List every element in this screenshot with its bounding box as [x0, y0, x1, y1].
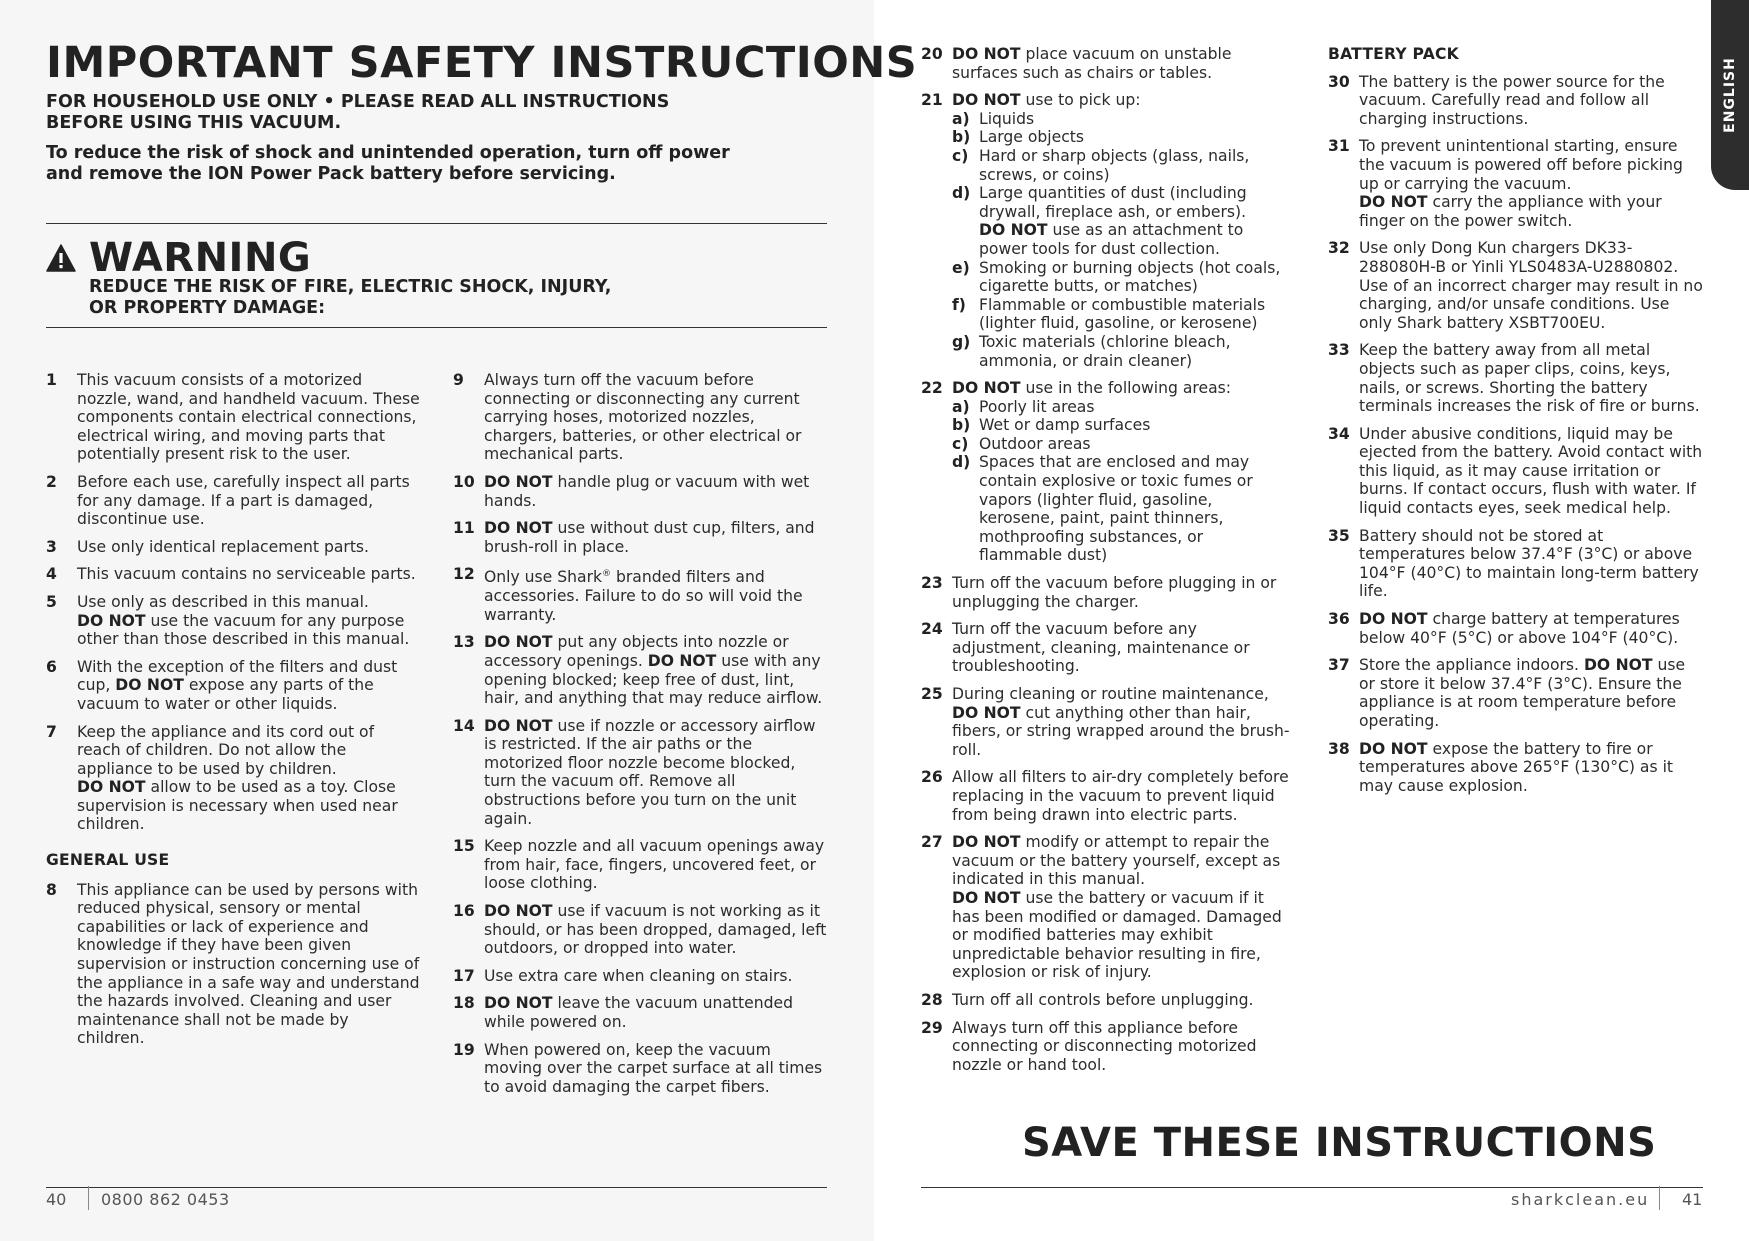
- list-item: [453, 837, 828, 893]
- item-number: 13: [453, 633, 475, 652]
- do-not-label: DO NOT: [1359, 739, 1428, 758]
- item-text: [77, 723, 421, 835]
- do-not-label: DO NOT: [1359, 193, 1428, 212]
- list-item: [1328, 740, 1703, 796]
- list-item: [453, 1041, 828, 1097]
- do-not-label: DO NOT: [952, 91, 1021, 110]
- sub-item-text: Smoking or burning objects (hot coals, cigarette butts, or matches): [979, 258, 1281, 296]
- do-not-label: DO NOT: [484, 994, 553, 1013]
- item-text: [952, 685, 1291, 759]
- item-text-part: leave the vacuum unattended while powered on.: [484, 994, 794, 1031]
- item-number: 27: [921, 833, 943, 852]
- do-not-label: DO NOT: [77, 778, 146, 797]
- item-number: 12: [453, 565, 475, 584]
- sub-item: [952, 184, 1291, 258]
- list-item: [453, 967, 828, 986]
- website-link[interactable]: sharkclean.eu: [1511, 1190, 1650, 1209]
- item-text: [952, 833, 1291, 982]
- list-item: [46, 473, 421, 529]
- list-item: [1328, 73, 1703, 129]
- column-3: [921, 45, 1291, 1083]
- list-item: [921, 574, 1291, 611]
- item-number: 35: [1328, 526, 1350, 545]
- sub-item: [952, 259, 1291, 296]
- warning-triangle-icon: [46, 244, 76, 272]
- sub-item-text: Toxic materials (chlorine bleach, ammonia, or drain cleaner): [979, 332, 1231, 370]
- sub-item: [952, 435, 1291, 454]
- do-not-label: DO NOT: [952, 833, 1021, 852]
- item-text-part: Only use Shark: [484, 568, 603, 587]
- item-text: Use extra care when cleaning on stairs.: [484, 966, 793, 985]
- item-number: 8: [46, 880, 57, 899]
- item-text: Use only identical replacement parts.: [77, 537, 370, 556]
- sub-item: [952, 147, 1291, 184]
- item-number: 16: [453, 902, 475, 921]
- item-text-part: modify or attempt to repair the vacuum or the battery yourself, except as indicated in this manual.: [952, 833, 1281, 889]
- item-number: 31: [1328, 137, 1350, 156]
- item-text: [484, 519, 828, 556]
- list-item: [46, 881, 421, 1048]
- item-number: 21: [921, 91, 943, 110]
- list-item: [453, 473, 828, 510]
- column-2: [453, 371, 828, 1105]
- battery-pack-heading: BATTERY PACK: [1328, 45, 1459, 63]
- item-text: Keep the battery away from all metal objects such as paper clips, coins, keys, nails, or screws. Shorting the battery terminals increases the risk of fire or burns.: [1359, 341, 1700, 416]
- list-item: [453, 717, 828, 829]
- sub-item-letter: d): [952, 453, 971, 472]
- sub-item-text: [979, 184, 1291, 258]
- item-text: Keep nozzle and all vacuum openings away from hair, face, fingers, uncovered feet, or loose clothing.: [484, 837, 825, 893]
- sub-item-text: Liquids: [979, 109, 1035, 128]
- item-text-part: expose any parts of the vacuum to water or other liquids.: [77, 676, 374, 713]
- item-text-part: expose the battery to fire or temperatures above 265°F (130°C) as it may cause explosion.: [1359, 739, 1674, 795]
- general-use-heading: GENERAL USE: [46, 851, 170, 870]
- list-item: [921, 45, 1291, 82]
- footer-separator: [88, 1186, 89, 1210]
- item-text: [1359, 610, 1703, 647]
- item-text-part: use if vacuum is not working as it should, or has been dropped, damaged, left outdoors, or dropped into water.: [484, 902, 827, 958]
- do-not-label: DO NOT: [952, 703, 1021, 722]
- list-item: [921, 685, 1291, 759]
- sub-item-letter: d): [952, 184, 971, 203]
- item-text: [484, 717, 828, 829]
- item-text-part: use if nozzle or accessory airflow is restricted. If the air paths or the motorized floor nozzle become blocked, turn the vacuum off. Remove all obstructions before you turn on the unit again.: [484, 716, 816, 828]
- do-not-label: DO NOT: [484, 472, 553, 491]
- item-text: [952, 379, 1291, 565]
- sub-item: [952, 398, 1291, 417]
- language-tab-label: [1711, 0, 1749, 190]
- do-not-label: DO NOT: [115, 676, 184, 695]
- registered-mark: ®: [602, 569, 612, 580]
- item-number: 32: [1328, 239, 1350, 258]
- left-page-number: 40: [46, 1190, 67, 1209]
- item-text: Under abusive conditions, liquid may be ejected from the battery. Avoid contact with this liquid, as it may cause irritation or burns. If contact occurs, flush with water. If liquid contacts eyes, seek medical help.: [1359, 424, 1703, 518]
- item-number: 38: [1328, 739, 1350, 758]
- item-number: 19: [453, 1040, 475, 1059]
- item-number: 7: [46, 722, 57, 741]
- item-text: [484, 473, 828, 510]
- item-text: [484, 565, 828, 624]
- item-text-part: use without dust cup, filters, and brush-roll in place.: [484, 519, 815, 556]
- list-item: [46, 538, 421, 557]
- list-item: [921, 1019, 1291, 1075]
- item-text: [484, 902, 828, 958]
- list-item: [46, 565, 421, 584]
- item-text-part: With the exception of the filters and dust cup,: [77, 657, 398, 695]
- divider-footer-right: [921, 1187, 1703, 1188]
- sub-item: [952, 416, 1291, 435]
- do-not-label: DO NOT: [952, 45, 1021, 63]
- sub-item-text: Poorly lit areas: [979, 397, 1095, 416]
- warning-text: REDUCE THE RISK OF FIRE, ELECTRIC SHOCK, INJURY, OR PROPERTY DAMAGE:: [89, 277, 612, 318]
- sub-item-letter: b): [952, 128, 971, 147]
- sub-item-letter: f): [952, 295, 966, 314]
- item-text: When powered on, keep the vacuum moving over the carpet surface at all times to avoid damaging the carpet fibers.: [484, 1040, 823, 1096]
- item-text: Turn off the vacuum before any adjustment, cleaning, maintenance or troubleshooting.: [952, 620, 1250, 676]
- column-4: [1328, 45, 1703, 804]
- item-text: Turn off all controls before unplugging.: [952, 990, 1254, 1009]
- item-text: Turn off the vacuum before plugging in or unplugging the charger.: [952, 574, 1277, 611]
- item-text: [1359, 137, 1703, 230]
- sub-item: [952, 128, 1291, 147]
- item-text: [1359, 740, 1703, 796]
- list-item: [921, 620, 1291, 676]
- do-not-label: DO NOT: [484, 633, 553, 652]
- item-text-part: Keep the appliance and its cord out of reach of children. Do not allow the appliance to be used by children.: [77, 722, 375, 778]
- do-not-label: DO NOT: [484, 716, 553, 735]
- sub-item-letter: a): [952, 397, 970, 416]
- divider-footer-left: [46, 1187, 827, 1188]
- do-not-label: DO NOT: [1359, 610, 1428, 629]
- list-item: [46, 658, 421, 714]
- divider-warning: [46, 327, 827, 328]
- list-item: [46, 371, 421, 464]
- item-text: [484, 994, 828, 1031]
- do-not-label: DO NOT: [484, 519, 553, 538]
- item-text: Always turn off the vacuum before connecting or disconnecting any current carrying hoses, motorized nozzles, chargers, batteries, or other electrical or mechanical parts.: [484, 371, 802, 464]
- do-not-label: DO NOT: [952, 379, 1021, 398]
- sub-item-letter: c): [952, 434, 969, 453]
- item-number: 20: [921, 45, 943, 63]
- sub-item-letter: c): [952, 146, 969, 165]
- list-item: [921, 379, 1291, 565]
- item-number: 24: [921, 620, 943, 639]
- sub-item: [952, 333, 1291, 370]
- item-text: This appliance can be used by persons with reduced physical, sensory or mental capabilities or lack of experience and knowledge if they have been given supervision or instruction concerning use of the appliance in a safe way and understand the hazards involved. Cleaning and user maintenance shall not be made by children.: [77, 880, 420, 1048]
- item-text-part: carry the appliance with your finger on the power switch.: [1359, 193, 1662, 230]
- item-text: [1359, 656, 1703, 730]
- sub-item-text-part: Large quantities of dust (including drywall, fireplace ash, or embers).: [979, 184, 1247, 221]
- do-not-label: DO NOT: [1583, 656, 1653, 675]
- list-item: [46, 723, 421, 835]
- list-item: [46, 593, 421, 649]
- sub-item-letter: a): [952, 109, 970, 128]
- sub-item-text-part: use as an attachment to power tools for dust collection.: [979, 221, 1244, 258]
- item-text-part: use in the following areas:: [1020, 379, 1232, 398]
- list-item: [1328, 656, 1703, 730]
- item-number: 37: [1328, 656, 1350, 675]
- item-number: 17: [453, 966, 475, 985]
- item-number: 30: [1328, 72, 1350, 91]
- list-item: [921, 768, 1291, 824]
- list-item: [453, 371, 828, 464]
- sub-item-letter: g): [952, 332, 971, 351]
- list-item: [1328, 527, 1703, 601]
- item-number: 15: [453, 837, 475, 856]
- sub-item-text: Outdoor areas: [979, 434, 1091, 453]
- sub-item-text: Hard or sharp objects (glass, nails, screws, or coins): [979, 146, 1250, 184]
- sub-item-text: Flammable or combustible materials (lighter fluid, gasoline, or kerosene): [979, 295, 1266, 333]
- item-text-part: put any objects into nozzle or accessory openings.: [484, 633, 789, 670]
- list-item: [1328, 239, 1703, 332]
- item-number: 11: [453, 519, 475, 538]
- divider-top: [46, 223, 827, 224]
- item-text-part: handle plug or vacuum with wet hands.: [484, 472, 810, 510]
- do-not-label: DO NOT: [979, 221, 1048, 240]
- item-number: 3: [46, 537, 57, 556]
- item-number: 25: [921, 685, 943, 703]
- item-text: [77, 593, 421, 649]
- item-number: 4: [46, 565, 57, 584]
- right-page-number: 41: [1682, 1190, 1703, 1209]
- do-not-label: DO NOT: [647, 651, 717, 670]
- item-text-part: use to pick up:: [1020, 91, 1141, 110]
- list-item: [1328, 610, 1703, 647]
- sub-item-text: Large objects: [979, 128, 1085, 147]
- sub-item: [952, 453, 1291, 565]
- list-item: [453, 902, 828, 958]
- item-text-part: To prevent unintentional starting, ensure the vacuum is powered off before picking up or carrying the vacuum.: [1359, 137, 1683, 193]
- item-text-part: branded filters and accessories. Failure to do so will void the warranty.: [484, 568, 803, 624]
- item-number: 23: [921, 574, 943, 593]
- sub-item-text: Spaces that are enclosed and may contain explosive or toxic fumes or vapors (lighter fluid, gasoline, kerosene, paint, paint thinners, mothproofing substances, or flammable dust): [979, 453, 1253, 565]
- item-text: This vacuum consists of a motorized nozzle, wand, and handheld vacuum. These components contain electrical connections, electrical wiring, and moving parts that potentially present risk to the user.: [77, 371, 420, 464]
- footer-separator: [1659, 1186, 1660, 1210]
- item-number: 6: [46, 657, 57, 676]
- item-text: [952, 45, 1291, 82]
- list-item: [921, 833, 1291, 982]
- list-item: [1328, 425, 1703, 518]
- page-title: IMPORTANT SAFETY INSTRUCTIONS: [46, 38, 918, 88]
- item-number: 26: [921, 768, 943, 787]
- item-number: 14: [453, 716, 475, 735]
- list-item: [453, 633, 828, 707]
- warning-title: WARNING: [89, 235, 312, 281]
- item-text: [77, 658, 421, 714]
- list-item: [453, 565, 828, 624]
- item-number: 29: [921, 1018, 943, 1037]
- item-text: Use only Dong Kun chargers DK33-288080H-B or Yinli YLS0483A-U2880802. Use of an incorrect charger may result in no charging, and/or unsafe conditions. Use only Shark battery XSBT700EU.: [1359, 239, 1703, 332]
- list-item: [453, 994, 828, 1031]
- list-item: [1328, 137, 1703, 230]
- item-text-part: Store the appliance indoors.: [1359, 656, 1584, 675]
- item-number: 34: [1328, 424, 1350, 443]
- item-text: [952, 91, 1291, 370]
- do-not-label: DO NOT: [77, 611, 146, 630]
- do-not-label: DO NOT: [952, 888, 1021, 907]
- column-1: [46, 371, 421, 1057]
- item-number: 36: [1328, 610, 1350, 629]
- sub-item-letter: e): [952, 258, 970, 277]
- sub-item-text: Wet or damp surfaces: [979, 416, 1151, 435]
- list-item: [921, 91, 1291, 370]
- item-text: The battery is the power source for the vacuum. Carefully read and follow all charging instructions.: [1359, 72, 1665, 128]
- item-text-part: use the vacuum for any purpose other than those described in this manual.: [77, 611, 410, 649]
- sub-item-letter: b): [952, 416, 971, 435]
- item-number: 22: [921, 379, 943, 398]
- item-text-part: cut anything other than hair, fibers, or string wrapped around the brush-roll.: [952, 703, 1290, 759]
- item-text: Before each use, carefully inspect all parts for any damage. If a part is damaged, discontinue use.: [77, 472, 410, 529]
- sub-item: [952, 110, 1291, 129]
- list-item: [453, 519, 828, 556]
- item-number: 18: [453, 994, 475, 1013]
- item-text-part: use or store it below 37.4°F (3°C). Ensure the appliance is at room temperature before operating.: [1359, 656, 1686, 730]
- item-text-part: place vacuum on unstable surfaces such as chairs or tables.: [952, 45, 1232, 82]
- phone-number: 0800 862 0453: [101, 1190, 230, 1209]
- item-text: This vacuum contains no serviceable parts.: [77, 565, 416, 584]
- household-use-notice: FOR HOUSEHOLD USE ONLY • PLEASE READ ALL INSTRUCTIONS BEFORE USING THIS VACUUM.: [46, 92, 670, 133]
- item-text-part: During cleaning or routine maintenance,: [952, 685, 1269, 703]
- sub-item: [952, 296, 1291, 333]
- item-text: Allow all filters to air-dry completely before replacing in the vacuum to prevent liquid from being drawn into electric parts.: [952, 768, 1289, 824]
- save-instructions-heading: SAVE THESE INSTRUCTIONS: [1022, 1120, 1657, 1166]
- item-text-part: charge battery at temperatures below 40°F (5°C) or above 104°F (40°C).: [1359, 610, 1680, 647]
- item-text: Always turn off this appliance before connecting or disconnecting motorized nozzle or hand tool.: [952, 1018, 1257, 1074]
- item-number: 2: [46, 472, 57, 491]
- list-item: [921, 991, 1291, 1010]
- item-number: 9: [453, 371, 464, 389]
- item-number: 33: [1328, 341, 1350, 360]
- item-text-part: Use only as described in this manual.: [77, 592, 369, 611]
- item-text-part: allow to be used as a toy. Close supervision is necessary when used near children.: [77, 778, 398, 834]
- do-not-label: DO NOT: [484, 902, 553, 921]
- servicing-notice: To reduce the risk of shock and unintended operation, turn off power and remove the ION Power Pack battery before servicing.: [46, 143, 730, 184]
- item-text: [484, 633, 828, 707]
- list-item: [1328, 341, 1703, 415]
- item-number: 5: [46, 592, 57, 611]
- item-number: 1: [46, 371, 57, 389]
- item-text-part: use the battery or vacuum if it has been modified or damaged. Damaged or modified batteries may exhibit unpredictable behavior resulting in fire, explosion or risk of injury.: [952, 888, 1282, 982]
- item-number: 28: [921, 990, 943, 1009]
- item-text: Battery should not be stored at temperatures below 37.4°F (3°C) or above 104°F (40°C) to maintain long-term battery life.: [1359, 526, 1699, 601]
- language-label: ENGLISH: [1722, 57, 1739, 133]
- item-text-part: use with any opening blocked; keep free of dust, lint, hair, and anything that may reduce airflow.: [484, 651, 823, 708]
- item-number: 10: [453, 472, 475, 491]
